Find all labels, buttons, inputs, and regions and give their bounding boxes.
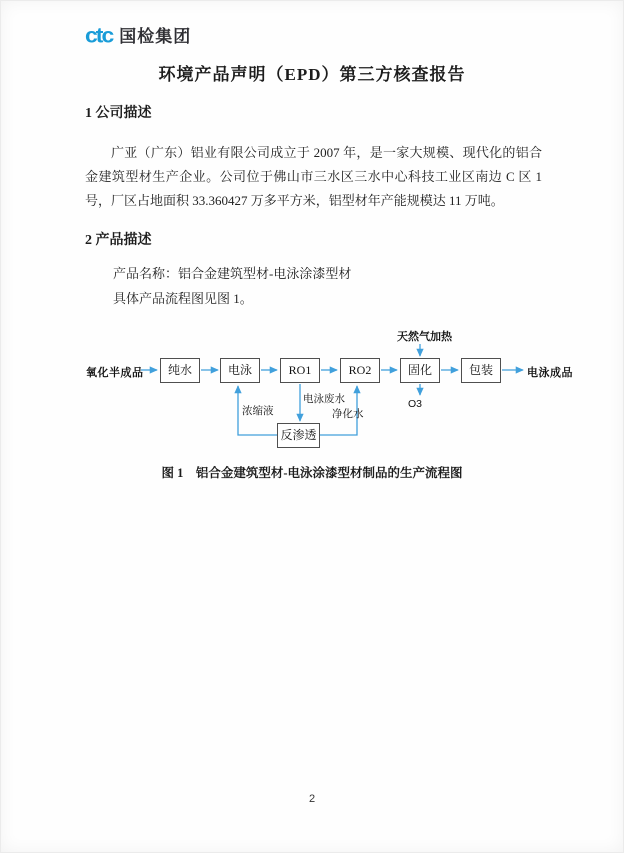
flow-box-pure-water: 纯水 xyxy=(160,358,200,383)
flow-box-curing: 固化 xyxy=(400,358,440,383)
wastewater-label: 电泳废水 xyxy=(303,394,345,405)
flow-box-electrophoresis: 电泳 xyxy=(220,358,260,383)
ctc-logo-text: 国检集团 xyxy=(119,27,192,46)
flow-box-packaging: 包装 xyxy=(461,358,501,383)
document-title: 环境产品声明（EPD）第三方核查报告 xyxy=(158,65,466,84)
product-name-line: 产品名称：铝合金建筑型材-电泳涂漆型材 xyxy=(113,266,352,281)
figure-caption: 图 1 铝合金建筑型材-电泳涂漆型材制品的生产流程图 xyxy=(161,466,463,480)
flow-input-label: 氧化半成品 xyxy=(86,367,144,379)
flow-box-ro2: RO2 xyxy=(340,358,380,383)
page-number: 2 xyxy=(308,793,316,805)
natural-gas-heat-label: 天然气加热 xyxy=(397,331,452,343)
ctc-logo xyxy=(85,22,191,47)
flow-box-ro1: RO1 xyxy=(280,358,320,383)
section-heading-company: 1 公司描述 xyxy=(85,106,152,121)
flow-reference-line: 具体产品流程图见图 1。 xyxy=(113,291,253,306)
concentrate-label: 浓缩液 xyxy=(242,406,274,417)
section-heading-product: 2 产品描述 xyxy=(85,233,152,248)
flow-output-label: 电泳成品 xyxy=(527,367,573,379)
o3-exhaust-label: O3 xyxy=(408,398,423,410)
company-description-paragraph: 广亚（广东）铝业有限公司成立于 2007 年，是一家大规模、现代化的铝合金建筑型材生产企业。公司位于佛山市三水区三水中心科技工业区南边 C 区 1 号，厂区占地面积 33.360427 万多平方米，铝型材年产能规模达 11 万吨。 xyxy=(85,145,542,208)
production-flow-diagram xyxy=(0,322,624,454)
purified-water-label: 净化水 xyxy=(332,409,364,420)
flow-box-reverse-osmosis: 反渗透 xyxy=(277,423,320,448)
ctc-logo-mark: ctc xyxy=(85,22,113,47)
